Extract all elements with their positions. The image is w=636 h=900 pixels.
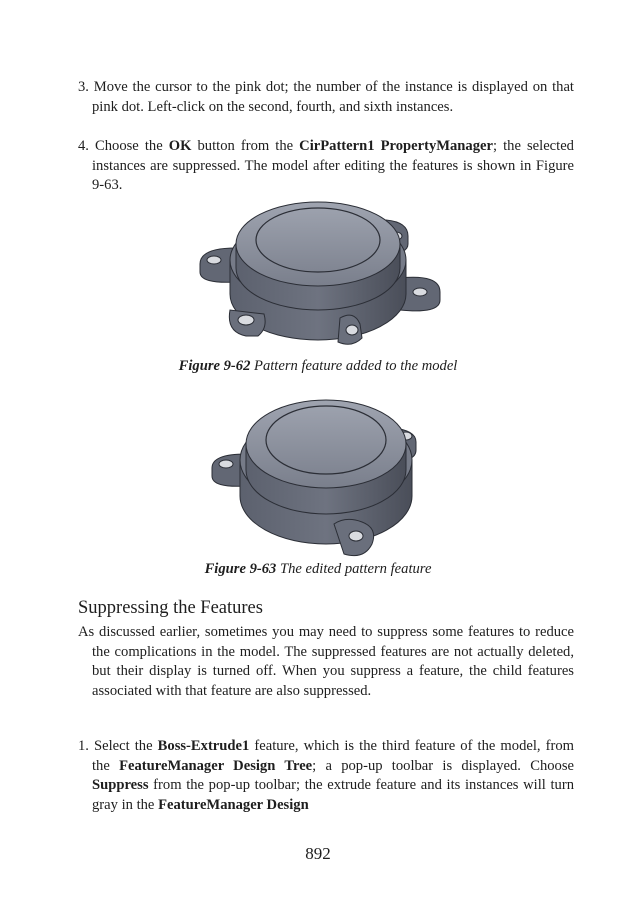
figure-9-62-caption [0, 358, 636, 375]
figure-9-63-caption [0, 561, 636, 578]
cirpattern1-propertymanager-reference: CirPattern1 PropertyManager [299, 138, 493, 154]
step-1-text-4: from the pop-up toolbar; the extrude feature and its instances will turn gray in the [92, 777, 574, 813]
step-3-text: 3. Move the cursor to the pink dot; the number of the instance is displayed on that pink dot. Left-click on the second, fourth, and sixth instances. [78, 79, 574, 115]
boss-extrude1-reference: Boss-Extrude1 [157, 738, 250, 754]
step-1-paragraph [78, 737, 574, 815]
section-heading: Suppressing the Features [78, 598, 263, 618]
step-4-text-2: button from the [191, 138, 300, 154]
figure-9-62-image [190, 198, 446, 358]
step-4-text-3: ; the selected instances are suppressed. The model after editing the features is shown in Figure 9-63. [92, 138, 574, 194]
section-paragraph-text: As discussed earlier, sometimes you may need to suppress some features to reduce the complications in the model. The suppressed features are not actually deleted, but their display is turned off. When you suppress a feature, the child features associated with that feature are also suppressed. [78, 624, 574, 699]
step-1-text-1: 1. Select the [78, 738, 158, 754]
featuremanager-design-reference: FeatureManager Design [158, 796, 309, 813]
step-1-text-2: feature, which is the third feature of the model, from the [92, 738, 574, 774]
ok-button-reference: OK [168, 138, 192, 154]
step-1-text-3: ; a pop-up toolbar is displayed. Choose [312, 757, 574, 774]
step-3-paragraph [78, 78, 574, 117]
figure-9-63-label: Figure 9-63 [204, 561, 277, 577]
page-number: 892 [305, 844, 331, 863]
figure-9-63-caption-text: The edited pattern feature [276, 561, 432, 577]
figure-9-62-caption-text: Pattern feature added to the model [250, 358, 458, 374]
featuremanager-design-tree-reference: FeatureManager Design Tree [119, 757, 313, 774]
step-4-paragraph [78, 137, 574, 196]
figure-9-62-label: Figure 9-62 [178, 358, 251, 374]
suppress-reference: Suppress [92, 777, 149, 794]
step-4-text-1: 4. Choose the [78, 138, 169, 154]
lug-front-right [334, 519, 374, 555]
section-paragraph [78, 623, 574, 701]
figure-9-63-image [206, 394, 438, 560]
lug-front-left [229, 310, 265, 336]
